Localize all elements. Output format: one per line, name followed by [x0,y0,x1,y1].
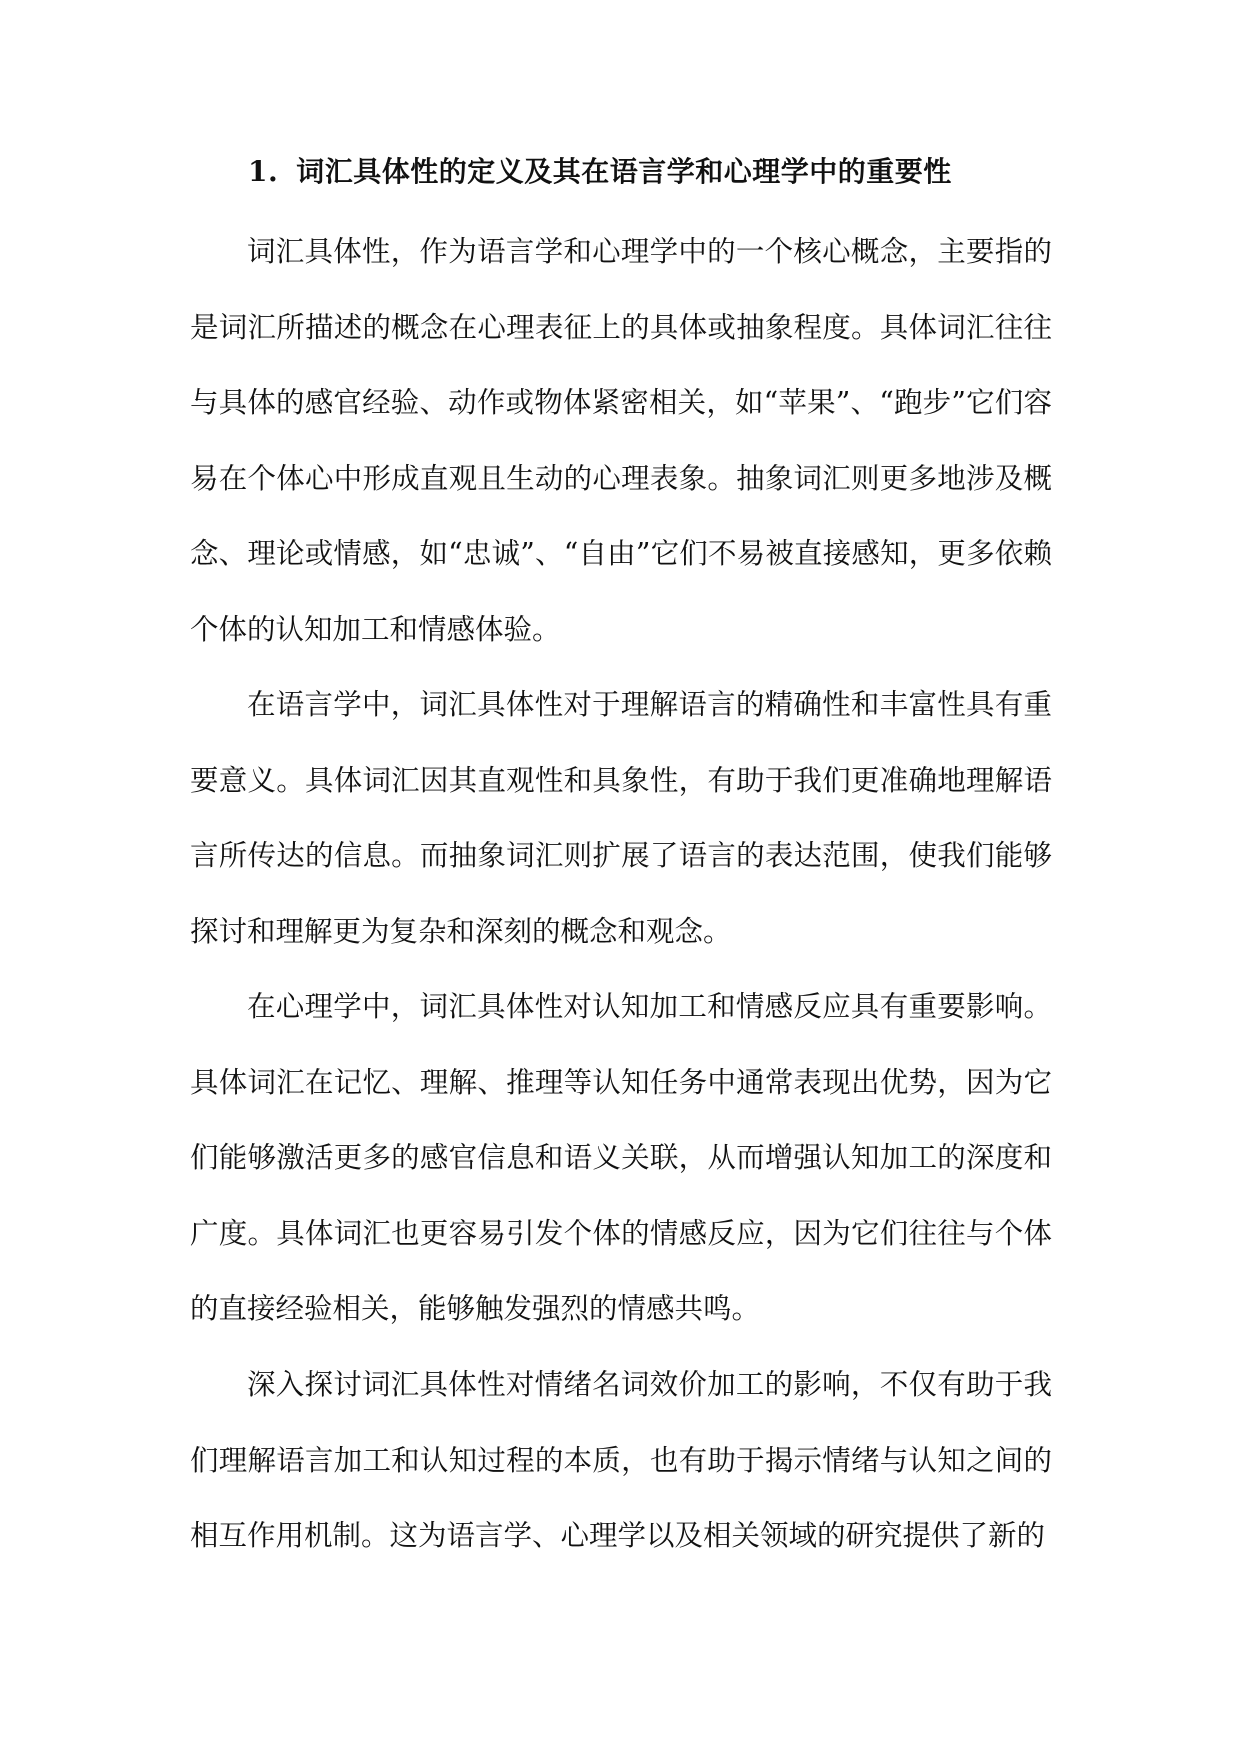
paragraph-psychology: 在心理学中，词汇具体性对认知加工和情感反应具有重要影响。具体词汇在记忆、理解、推理等认知任务中通常表现出优势，因为它们能够激活更多的感官信息和语义关联，从而增强认知加工的深度和广度。具体词汇也更容易引发个体的情感反应，因为它们往往与个体的直接经验相关，能够触发强烈的情感共鸣。 [190,990,1052,1325]
section-heading [248,148,952,196]
paragraph-linguistics: 在语言学中，词汇具体性对于理解语言的精确性和丰富性具有重要意义。具体词汇因其直观性和具象性，有助于我们更准确地理解语言所传达的信息。而抽象词汇则扩展了语言的表达范围，使我们能够探讨和理解更为复杂和深刻的概念和观念。 [190,688,1052,948]
section-title: 词汇具体性的定义及其在语言学和心理学中的重要性 [296,155,952,188]
section-number: 1. [248,155,279,188]
paragraph-definition: 词汇具体性，作为语言学和心理学中的一个核心概念，主要指的是词汇所描述的概念在心理表征上的具体或抽象程度。具体词汇往往与具体的感官经验、动作或物体紧密相关，如“苹果”、“跑步”它们容易在个体心中形成直观且生动的心理表象。抽象词汇则更多地涉及概念、理论或情感，如“忠诚”、“自由”它们不易被直接感知，更多依赖个体的认知加工和情感体验。 [190,235,1052,646]
paragraph-significance: 深入探讨词汇具体性对情绪名词效价加工的影响，不仅有助于我们理解语言加工和认知过程的本质，也有助于揭示情绪与认知之间的相互作用机制。这为语言学、心理学以及相关领域的研究提供了新的 [190,1368,1052,1552]
